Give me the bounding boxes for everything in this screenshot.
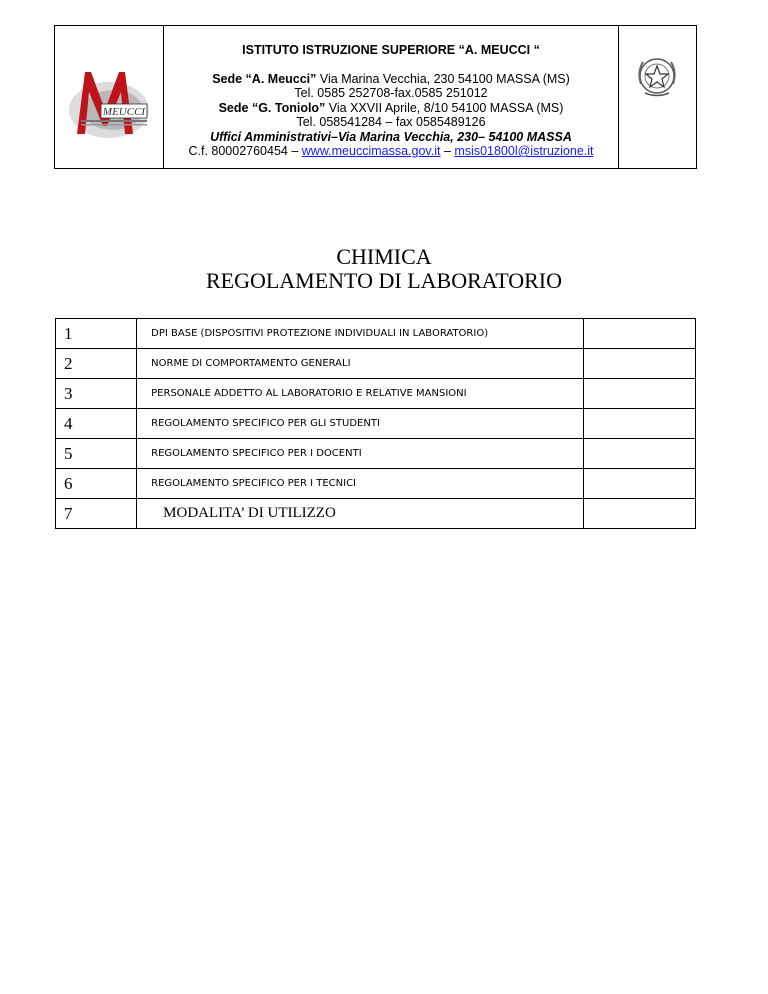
row-blank-cell [583, 469, 695, 499]
doc-title-line1: CHIMICA [336, 244, 432, 269]
sede-meucci-line: Sede “A. Meucci” Via Marina Vecchia, 230 54100 MASSA (MS) [212, 72, 570, 86]
table-row [56, 319, 696, 349]
logo-text: MEUCCI [102, 106, 146, 118]
row-blank-cell [583, 499, 695, 529]
table-row [56, 409, 696, 439]
website-link[interactable]: www.meuccimassa.gov.it [301, 144, 441, 158]
table-row [56, 469, 696, 499]
row-number: 7 [56, 499, 137, 529]
letterhead [54, 25, 697, 169]
meucci-logo [55, 26, 163, 168]
row-number: 5 [56, 439, 137, 469]
row-blank-cell [583, 439, 695, 469]
table-row [56, 349, 696, 379]
email-link[interactable]: msis01800l@istruzione.it [454, 144, 594, 158]
row-blank-cell [583, 409, 695, 439]
row-title: REGOLAMENTO SPECIFICO PER GLI STUDENTI [137, 409, 584, 439]
logo-cell [55, 26, 164, 168]
sede-meucci-tel: Tel. 0585 252708-fax.0585 251012 [294, 86, 488, 100]
table-row [56, 439, 696, 469]
row-blank-cell [583, 379, 695, 409]
letterhead-text [164, 26, 619, 168]
row-title: DPI BASE (DISPOSITIVI PROTEZIONE INDIVIDUALI IN LABORATORIO) [137, 319, 584, 349]
row-number: 6 [56, 469, 137, 499]
row-blank-cell [583, 349, 695, 379]
row-number: 4 [56, 409, 137, 439]
table-row [56, 499, 696, 529]
sede-toniolo-line: Sede “G. Toniolo” Via XXVII Aprile, 8/10 54100 MASSA (MS) [218, 101, 564, 115]
row-number: 2 [56, 349, 137, 379]
uffici-line: Uffici Amministrativi–Via Marina Vecchia, 230– 54100 MASSA [210, 130, 572, 144]
doc-title-line2: REGOLAMENTO DI LABORATORIO [205, 268, 563, 293]
contents-table [55, 318, 696, 529]
row-title: MODALITA’ DI UTILIZZO [137, 499, 584, 529]
republic-emblem-icon [619, 26, 696, 168]
row-title: PERSONALE ADDETTO AL LABORATORIO E RELATIVE MANSIONI [137, 379, 584, 409]
contact-line: C.f. 80002760454 – www.meuccimassa.gov.it – msis01800l@istruzione.it [188, 144, 594, 158]
sede-toniolo-tel: Tel. 058541284 – fax 0585489126 [296, 115, 486, 129]
row-title: REGOLAMENTO SPECIFICO PER I DOCENTI [137, 439, 584, 469]
row-title: NORME DI COMPORTAMENTO GENERALI [137, 349, 584, 379]
seal-cell [619, 26, 696, 168]
row-number: 3 [56, 379, 137, 409]
table-row [56, 379, 696, 409]
row-number: 1 [56, 319, 137, 349]
institute-name: ISTITUTO ISTRUZIONE SUPERIORE “A. MEUCCI “ [242, 43, 540, 57]
row-title: REGOLAMENTO SPECIFICO PER I TECNICI [137, 469, 584, 499]
row-blank-cell [583, 319, 695, 349]
